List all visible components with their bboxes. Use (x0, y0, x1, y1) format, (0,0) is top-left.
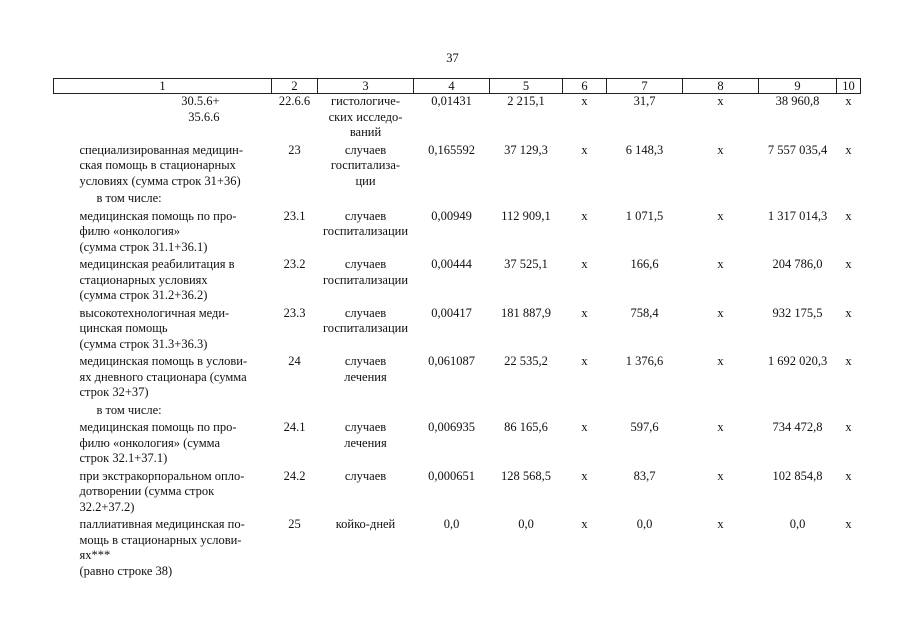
value-cell: 0,061087 (428, 354, 475, 368)
row-name-cell: медицинская реабилитация в стационарных условиях (сумма строк 31.2+36.2) (79, 257, 235, 302)
value-cell: 37 525,1 (504, 257, 548, 271)
value-cell (414, 403, 490, 421)
column-header: 3 (318, 79, 414, 94)
table-header-row (54, 79, 861, 94)
value-cell (837, 403, 861, 421)
column-header: 4 (414, 79, 490, 94)
value-cell (837, 191, 861, 209)
unit-cell: случаев госпитализа- ции (330, 142, 401, 188)
table-row (54, 403, 861, 421)
value-cell: x (845, 354, 852, 368)
row-code-cell: 23.1 (283, 208, 306, 223)
value-cell: 932 175,5 (772, 305, 823, 320)
column-header: 9 (759, 79, 837, 94)
column-header: 6 (563, 79, 607, 94)
value-cell: 204 786,0 (772, 257, 823, 271)
column-header: 7 (607, 79, 683, 94)
value-cell: x (717, 354, 724, 368)
value-cell: 102 854,8 (772, 468, 823, 483)
value-cell (607, 191, 683, 209)
value-cell: x (845, 468, 852, 483)
value-cell: x (581, 257, 588, 271)
value-cell: 734 472,8 (772, 420, 823, 434)
table-row (54, 257, 861, 306)
value-cell: 597,6 (630, 420, 659, 434)
value-cell (490, 403, 563, 421)
table-row (54, 143, 861, 192)
value-cell: 1 376,6 (625, 354, 664, 368)
value-cell (607, 403, 683, 421)
value-cell: 2 215,1 (507, 94, 545, 108)
value-cell: x (581, 305, 588, 320)
column-header: 1 (54, 79, 272, 94)
column-header: 2 (272, 79, 318, 94)
value-cell: 0,00444 (431, 257, 472, 271)
unit-cell: случаев госпитализации (322, 305, 409, 335)
value-cell (759, 403, 837, 421)
value-cell: 0,00949 (431, 208, 472, 223)
column-header: 8 (683, 79, 759, 94)
value-cell: x (581, 94, 588, 108)
row-code-cell: 24.1 (283, 420, 306, 434)
value-cell: 128 568,5 (501, 468, 551, 483)
row-code-cell: 24.2 (283, 468, 306, 483)
value-cell (490, 191, 563, 209)
value-cell: x (845, 420, 852, 434)
value-cell: 22 535,2 (504, 354, 548, 368)
value-cell: 7 557 035,4 (767, 142, 828, 157)
value-cell: 0,165592 (428, 142, 475, 157)
row-name-cell: медицинская помощь по про- филю «онкология» (сумма строк 32.1+37.1) (79, 420, 237, 465)
value-cell: x (717, 257, 724, 271)
value-cell: x (581, 468, 588, 483)
row-name-cell: высокотехнологичная меди- цинская помощь (сумма строк 31.3+36.3) (79, 305, 230, 351)
unit-cell: случаев госпитализации (322, 208, 409, 238)
value-cell (683, 191, 759, 209)
unit-cell (318, 191, 414, 209)
value-cell: 0,006935 (428, 420, 475, 434)
unit-cell: койко-дней (335, 517, 396, 531)
value-cell: x (845, 94, 852, 108)
value-cell: x (581, 354, 588, 368)
data-table (53, 78, 861, 581)
value-cell: 166,6 (630, 257, 659, 271)
value-cell: 0,00417 (431, 305, 472, 320)
value-cell: 38 960,8 (775, 94, 820, 108)
value-cell: 0,0 (636, 517, 653, 531)
value-cell: x (845, 208, 852, 223)
row-code-cell: 23 (288, 142, 301, 157)
value-cell: x (717, 517, 724, 531)
table-row (54, 191, 861, 209)
row-name-cell: специализированная медицин- ская помощь в стационарных условиях (сумма строк 31+36) (79, 142, 244, 188)
value-cell: x (717, 468, 724, 483)
value-cell: 112 909,1 (501, 208, 551, 223)
unit-cell: гистологиче- ских исследо- ваний (328, 94, 403, 139)
unit-cell: случаев лечения (344, 420, 387, 450)
table-row (54, 420, 861, 469)
row-name-cell: в том числе: (96, 402, 162, 417)
value-cell: 0,0 (443, 517, 460, 531)
value-cell (414, 191, 490, 209)
row-code-cell: 22.6.6 (278, 94, 311, 108)
row-code-cell (272, 403, 318, 421)
unit-cell: случаев госпитализации (322, 257, 409, 287)
value-cell: x (717, 94, 724, 108)
table-row (54, 209, 861, 258)
value-cell: 86 165,6 (504, 420, 548, 434)
unit-cell: случаев лечения (344, 354, 387, 384)
value-cell: x (717, 142, 724, 157)
value-cell: x (717, 305, 724, 320)
value-cell: x (717, 208, 724, 223)
value-cell: x (581, 208, 588, 223)
row-code-cell: 25 (288, 517, 301, 531)
row-code-cell (272, 191, 318, 209)
value-cell: x (581, 420, 588, 434)
value-cell: x (845, 257, 852, 271)
value-cell: 6 148,3 (625, 142, 664, 157)
value-cell (683, 403, 759, 421)
unit-cell (318, 403, 414, 421)
value-cell: 83,7 (633, 468, 656, 483)
value-cell: 1 692 020,3 (767, 354, 828, 368)
value-cell: 0,0 (789, 517, 806, 531)
row-code-cell: 24 (288, 354, 301, 368)
table-row (54, 469, 861, 518)
value-cell (563, 191, 607, 209)
value-cell (563, 403, 607, 421)
page-number: 37 (446, 51, 459, 65)
value-cell: 1 317 014,3 (767, 208, 828, 223)
value-cell: x (717, 420, 724, 434)
value-cell: 758,4 (630, 305, 659, 320)
unit-cell: случаев (344, 468, 387, 483)
value-cell: x (845, 142, 852, 157)
value-cell (759, 191, 837, 209)
value-cell: x (845, 517, 852, 531)
table-body (54, 94, 861, 582)
value-cell: 0,0 (518, 517, 534, 531)
table-row (54, 94, 861, 143)
row-name-cell: паллиативная медицинская по- мощь в стационарных услови- ях*** (равно строке 38) (79, 517, 245, 578)
row-name-cell: при экстракорпоральном опло- дотворении (сумма строк 32.2+37.2) (79, 468, 245, 514)
table-row (54, 306, 861, 355)
row-name-cell: медицинская помощь по про- филю «онкология» (сумма строк 31.1+36.1) (79, 208, 237, 254)
table-row (54, 517, 861, 581)
row-code-cell: 23.3 (283, 305, 306, 320)
row-name-cell: 30.5.6+ 35.6.6 (181, 94, 220, 124)
value-cell: x (581, 517, 588, 531)
column-header: 10 (837, 79, 861, 94)
value-cell: x (581, 142, 588, 157)
column-header: 5 (490, 79, 563, 94)
table-row (54, 354, 861, 403)
row-name-cell: медицинская помощь в услови- ях дневного стационара (сумма строк 32+37) (79, 354, 248, 399)
value-cell: 1 071,5 (625, 208, 664, 223)
value-cell: 181 887,9 (501, 305, 551, 320)
value-cell: 37 129,3 (504, 142, 548, 157)
value-cell: 0,01431 (431, 94, 472, 108)
value-cell: 31,7 (633, 94, 656, 108)
value-cell: x (845, 305, 852, 320)
row-code-cell: 23.2 (283, 257, 306, 271)
row-name-cell: в том числе: (96, 191, 162, 205)
value-cell: 0,000651 (428, 468, 475, 483)
